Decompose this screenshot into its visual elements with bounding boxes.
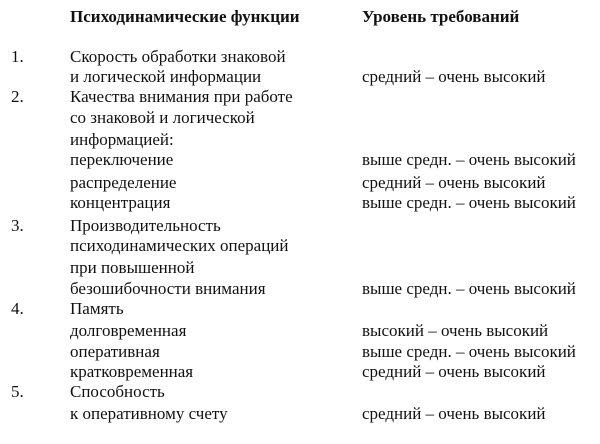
requirement-level: высокий – очень высокий xyxy=(362,321,549,340)
table-row xyxy=(0,258,600,278)
function-text: концентрация xyxy=(70,193,171,212)
function-text: Память xyxy=(70,299,124,318)
table-row xyxy=(0,279,600,299)
function-text: безошибочности внимания xyxy=(70,279,266,298)
requirement-level: выше средн. – очень высокий xyxy=(362,342,576,361)
requirement-level: средний – очень высокий xyxy=(362,67,546,86)
table-row xyxy=(0,299,600,319)
requirement-level: выше средн. – очень высокий xyxy=(362,279,576,298)
function-text: Способность xyxy=(70,382,165,401)
function-text: психодинамических операций xyxy=(70,236,289,255)
table-row xyxy=(0,173,600,193)
function-text: и логической информации xyxy=(70,67,262,86)
function-text: оперативная xyxy=(70,342,160,361)
table-row xyxy=(0,67,600,87)
table-row xyxy=(0,342,600,362)
function-text: Качества внимания при работе xyxy=(70,87,293,106)
function-text: Производительность xyxy=(70,216,221,235)
function-text: информацией: xyxy=(70,130,174,149)
row-number: 2. xyxy=(11,87,24,106)
table-row xyxy=(0,47,600,67)
table-row xyxy=(0,108,600,128)
row-number: 3. xyxy=(11,216,24,235)
table-header xyxy=(0,7,600,27)
header-level: Уровень требований xyxy=(362,7,520,26)
requirement-level: выше средн. – очень высокий xyxy=(362,150,576,169)
table-row xyxy=(0,321,600,341)
function-text: Скорость обработки знаковой xyxy=(70,47,286,66)
table-row xyxy=(0,382,600,402)
table-row xyxy=(0,404,600,424)
function-text: переключение xyxy=(70,150,174,169)
function-text: кратковременная xyxy=(70,362,194,381)
function-text: к оперативному счету xyxy=(70,404,228,423)
function-text: при повышенной xyxy=(70,258,195,277)
table-row xyxy=(0,87,600,107)
function-text: распределение xyxy=(70,173,177,192)
requirement-level: средний – очень высокий xyxy=(362,173,546,192)
row-number: 4. xyxy=(11,299,24,318)
table-row xyxy=(0,236,600,256)
table-row xyxy=(0,362,600,382)
header-functions: Психодинамические функции xyxy=(70,7,300,26)
table-row xyxy=(0,130,600,150)
requirement-level: средний – очень высокий xyxy=(362,404,546,423)
row-number: 5. xyxy=(11,382,24,401)
table-row xyxy=(0,216,600,236)
table-row xyxy=(0,193,600,213)
requirement-level: выше средн. – очень высокий xyxy=(362,193,576,212)
table-row xyxy=(0,150,600,170)
function-text: долговременная xyxy=(70,321,187,340)
requirement-level: средний – очень высокий xyxy=(362,362,546,381)
function-text: со знаковой и логической xyxy=(70,108,255,127)
row-number: 1. xyxy=(11,47,24,66)
